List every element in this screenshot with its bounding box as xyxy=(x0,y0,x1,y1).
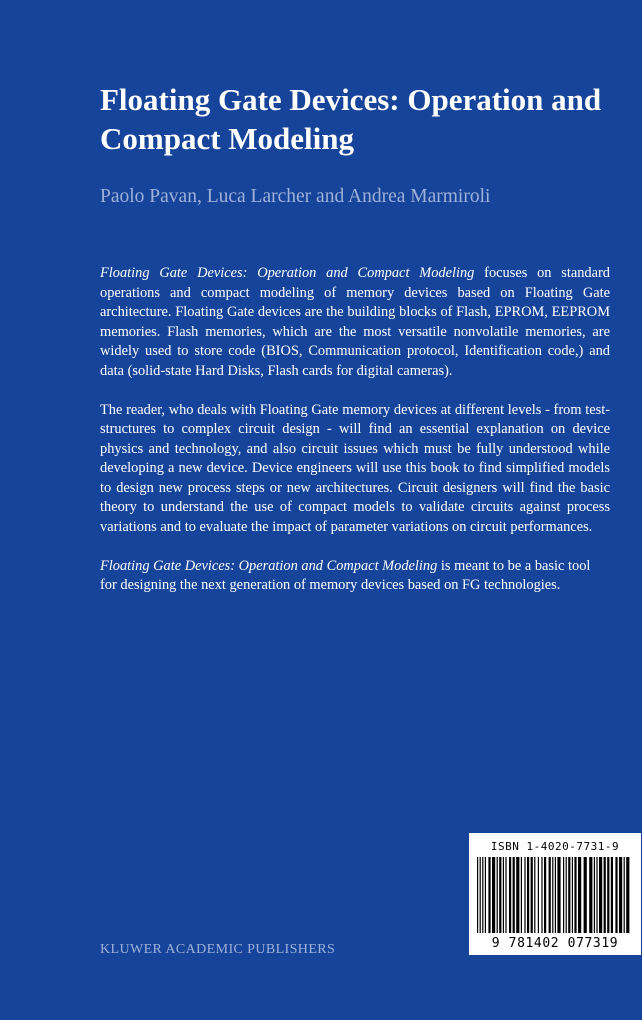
barcode-bar xyxy=(557,857,560,933)
book-authors: Paolo Pavan, Luca Larcher and Andrea Marmiroli xyxy=(100,186,491,207)
barcode-bar xyxy=(488,857,490,933)
barcode-bar xyxy=(521,857,522,933)
barcode-bars xyxy=(475,857,635,933)
barcode-bar xyxy=(527,857,529,933)
description-paragraph-3-text: is meant to be a basic tool for designing the next generation of memory devices based on FG technologies. xyxy=(100,557,591,593)
barcode-bar xyxy=(505,857,506,933)
barcode-bar xyxy=(531,857,533,933)
barcode-bar xyxy=(589,857,592,933)
barcode-bar xyxy=(574,857,576,933)
barcode-bar xyxy=(477,857,478,933)
description-paragraph-1-text: focuses on standard operations and compact modeling of memory devices based on Floating Gate architecture. Floating Gate devices are the building blocks of Flash, EPROM, EEPROM memories. Flash memories, which are the most versatile nonvolatile memories, are widely used to store code (BIOS, Communication protocol, Identification code,) and data (solid-state Hard Disks, Flash cards for digital cameras). xyxy=(100,265,610,379)
barcode-bar xyxy=(566,857,567,933)
barcode-bar xyxy=(563,857,564,933)
barcode-bar xyxy=(516,857,519,933)
publisher-name: KLUWER ACADEMIC PUBLISHERS xyxy=(100,942,336,957)
barcode-bar xyxy=(485,857,486,933)
barcode-bar xyxy=(572,857,573,933)
barcode-bar xyxy=(611,857,613,933)
barcode-bar xyxy=(524,857,525,933)
barcode-bar xyxy=(555,857,556,933)
barcode-bar xyxy=(626,857,629,933)
description-title-italic-2: Floating Gate Devices: Operation and Compact Modeling xyxy=(100,557,438,574)
barcode-bar xyxy=(492,857,495,933)
book-description xyxy=(100,264,610,596)
isbn-label: ISBN 1-4020-7731-9 xyxy=(490,840,620,853)
description-title-italic: Floating Gate Devices: Operation and Compact Modeling xyxy=(100,265,475,281)
barcode-bar xyxy=(604,857,606,933)
barcode-bar xyxy=(482,857,483,933)
description-paragraph-3 xyxy=(100,557,610,596)
barcode-bar xyxy=(599,857,602,933)
barcode-bar xyxy=(578,857,581,933)
barcode-bar xyxy=(541,857,542,933)
barcode-bar xyxy=(549,857,551,933)
isbn-barcode xyxy=(469,833,641,955)
description-paragraph-2: The reader, who deals with Floating Gate memory devices at different levels - from test-structures to complex circuit design - will find an essential explanation on device physics and technology, and also circuit issues which must be fully understood while developing a new device. Device engineers will use this book to find simplified models to design new process steps or new architectures. Circuit designers will find the basic theory to understand the use of compact models to validate circuits against process variations and to evaluate the impact of parameter variations on circuit performances. xyxy=(100,401,610,535)
barcode-bar xyxy=(607,857,609,933)
barcode-bar xyxy=(568,857,570,933)
barcode-bar xyxy=(538,857,539,933)
barcode-bar xyxy=(596,857,597,933)
barcode-bar xyxy=(499,857,501,933)
barcode-bar xyxy=(624,857,625,933)
barcode-bar xyxy=(513,857,515,933)
barcode-bar xyxy=(584,857,587,933)
barcode-bar xyxy=(503,857,504,933)
barcode-bar xyxy=(497,857,498,933)
barcode-bar xyxy=(552,857,553,933)
barcode-bar xyxy=(544,857,546,933)
barcode-bar xyxy=(534,857,535,933)
barcode-bar xyxy=(594,857,595,933)
barcode-bar xyxy=(480,857,481,933)
barcode-bar xyxy=(619,857,622,933)
book-title: Floating Gate Devices: Operation and Compact Modeling xyxy=(100,82,602,156)
barcode-bar xyxy=(509,857,511,933)
description-paragraph-1 xyxy=(100,264,610,381)
barcode-bar xyxy=(615,857,617,933)
ean-digits: 9 781402 077319 xyxy=(491,936,619,951)
